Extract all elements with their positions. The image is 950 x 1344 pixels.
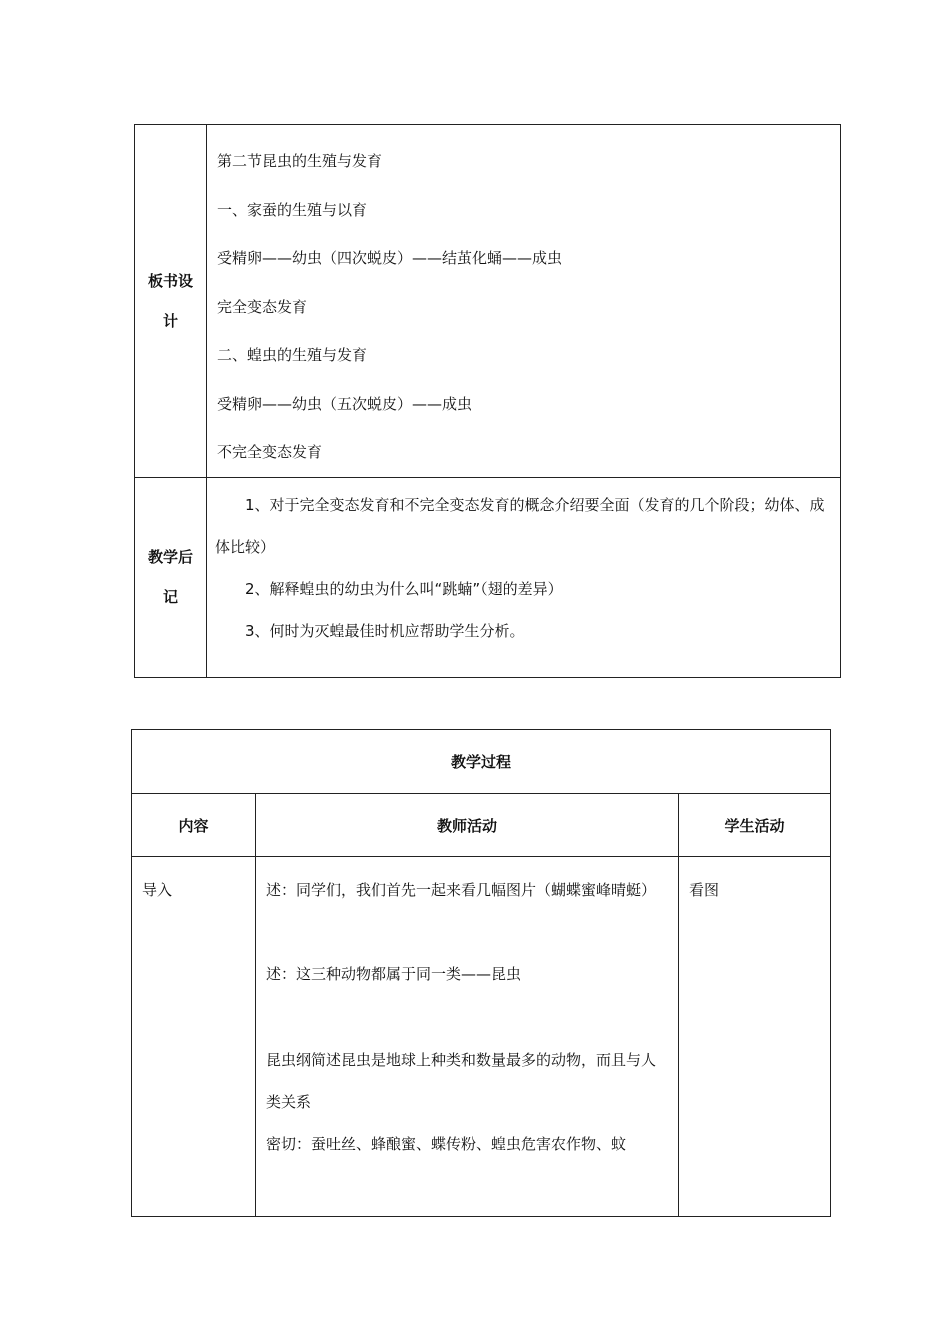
header-student-activity: 学生活动: [679, 794, 831, 857]
student-text: 看图: [689, 881, 720, 899]
board-line: 完全变态发育: [217, 297, 308, 316]
student-activity-cell: [679, 857, 831, 1217]
board-design-label-line2: 计: [162, 311, 178, 330]
header-content: 内容: [132, 794, 256, 857]
table-row: [132, 857, 831, 1217]
notes-item: 3、何时为灭蝗最佳时机应帮助学生分析。: [245, 621, 525, 640]
teacher-activity-cell: [256, 857, 679, 1217]
teaching-process-title-row: [132, 730, 831, 794]
teacher-line: 昆虫纲简述昆虫是地球上种类和数量最多的动物，而且与人类关系: [266, 1051, 657, 1111]
board-design-label-line1: 板书设: [147, 271, 193, 290]
board-line: 第二节昆虫的生殖与发育: [217, 152, 383, 170]
notes-item: 2、解释蝗虫的幼虫为什么叫“跳蝻”（翅的差异）: [245, 579, 563, 598]
teaching-notes-label-line2: 记: [162, 588, 178, 606]
board-design-table: [134, 124, 841, 678]
board-design-content: [207, 125, 841, 478]
board-line: 二、蝗虫的生殖与发育: [217, 346, 368, 364]
board-line: 不完全变态发育: [217, 443, 323, 461]
board-line: 受精卵——幼虫（四次蜕皮）——结茧化蛹——成虫: [217, 249, 563, 267]
teacher-line: 密切：蚕吐丝、蜂酿蜜、蝶传粉、蝗虫危害农作物、蚊: [266, 1135, 627, 1153]
teaching-notes-label-line1: 教学后: [147, 548, 193, 566]
board-line: 一、家蚕的生殖与以育: [217, 200, 368, 219]
header-teacher-activity: 教师活动: [256, 794, 679, 857]
teaching-notes-row: [135, 477, 841, 677]
teacher-line: 述：这三种动物都属于同一类——昆虫: [266, 965, 522, 983]
teaching-notes-content: [207, 477, 841, 677]
teaching-process-title: 教学过程: [132, 730, 831, 794]
header-row: [132, 794, 831, 857]
teacher-line: 述：同学们，我们首先一起来看几幅图片（蝴蝶蜜峰晴蜓）: [266, 881, 657, 899]
board-line: 受精卵——幼虫（五次蜕皮）——成虫: [217, 394, 473, 413]
teaching-process-table: [131, 729, 831, 1217]
board-design-row: [135, 125, 841, 478]
content-text: 导入: [142, 881, 173, 899]
board-design-label: [135, 125, 207, 478]
notes-item: 1、对于完全变态发育和不完全变态发育的概念介绍要全面（发育的几个阶段；幼体、成体比较）: [215, 495, 825, 556]
content-cell: [132, 857, 256, 1217]
teaching-notes-label: [135, 477, 207, 677]
